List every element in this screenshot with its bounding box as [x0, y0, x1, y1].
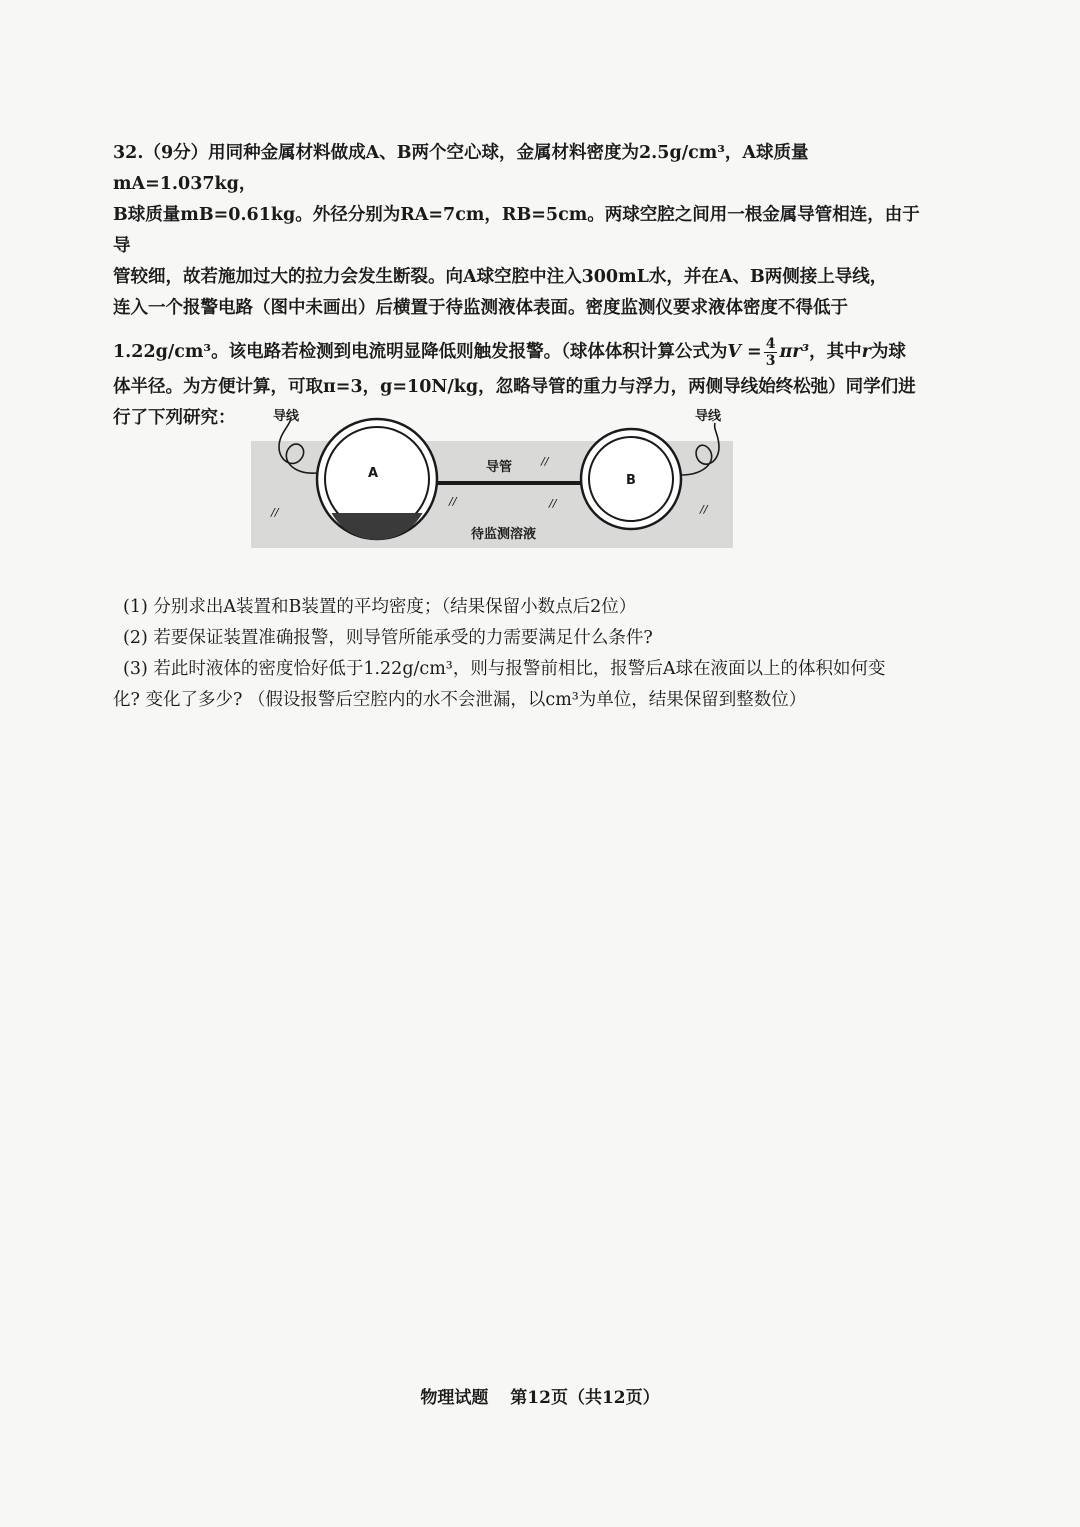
- variable-r: r: [861, 342, 871, 362]
- sub-questions: [113, 592, 923, 716]
- sub-question-1: (1) 分别求出A装置和B装置的平均密度；（结果保留小数点后2位）: [123, 597, 637, 617]
- footer-page-number: 第12页（共12页）: [510, 1388, 660, 1408]
- question-text: 1.22g/cm³。该电路若检测到电流明显降低则触发报警。（球体体积计算公式为: [113, 342, 728, 362]
- question-line-3: 管较细，故若施加过大的拉力会发生断裂。向A球空腔中注入300mL水，并在A、B两侧接上导线，: [113, 267, 888, 287]
- question-line-6: 体半径。为方便计算，可取π=3，g=10N/kg，忽略导管的重力与浮力，两侧导线始终松弛）同学们进: [113, 377, 916, 397]
- page-footer: [0, 1383, 1080, 1408]
- hatch-mark: //: [549, 497, 557, 510]
- label-liquid: 待监测溶液: [471, 527, 537, 542]
- question-text: 为球: [870, 342, 906, 362]
- sub-question-3-continued: 化? 变化了多少? （假设报警后空腔内的水不会泄漏，以cm³为单位，结果保留到整数位）: [113, 690, 807, 710]
- question-line-4: 连入一个报警电路（图中未画出）后横置于待监测液体表面。密度监测仪要求液体密度不得低于: [113, 298, 848, 318]
- question-text: ，其中: [809, 342, 862, 362]
- radius-b: RB=5cm。: [501, 205, 605, 225]
- apparatus-diagram: [251, 403, 733, 550]
- question-text: 用同种金属材料做成A、B两个空心球，金属材料密度为2.5g/cm³，A球质量: [208, 143, 809, 163]
- question-32: [113, 138, 923, 434]
- label-wire-right: 导线: [695, 409, 722, 424]
- formula-v: V =: [727, 342, 762, 362]
- question-text: 外径分别为: [312, 205, 401, 225]
- radius-a: RA=7cm，: [400, 205, 502, 225]
- question-text: 两球空腔之间用一根金属导管相连，由于导: [113, 205, 920, 256]
- fraction-numerator: 4: [765, 336, 776, 352]
- question-line-7: 行了下列研究：: [113, 408, 236, 428]
- footer-subject: 物理试题: [420, 1388, 489, 1408]
- formula-rest: πr³: [779, 342, 810, 362]
- hatch-mark: //: [700, 503, 708, 516]
- label-wire-left: 导线: [273, 409, 300, 424]
- question-number: 32.: [113, 143, 144, 163]
- label-tube: 导管: [486, 460, 513, 475]
- hatch-mark: //: [271, 506, 279, 519]
- mass-b: mB=0.61kg。: [180, 205, 313, 225]
- label-ball-b: B: [626, 473, 636, 488]
- hatch-mark: //: [449, 495, 457, 508]
- hatch-mark: //: [541, 455, 549, 468]
- sub-question-2: (2) 若要保证装置准确报警，则导管所能承受的力需要满足什么条件?: [123, 628, 653, 648]
- question-score: （9分）: [143, 143, 209, 163]
- sub-question-3: (3) 若此时液体的密度恰好低于1.22g/cm³，则与报警前相比，报警后A球在液面以上的体积如何变: [123, 659, 886, 679]
- question-line-2: [113, 200, 923, 262]
- label-ball-a: A: [368, 466, 379, 481]
- question-line-5: [113, 332, 923, 372]
- mass-a: mA=1.037kg，: [113, 174, 257, 194]
- apparatus-figure: [251, 403, 733, 550]
- formula-fraction: [764, 336, 778, 369]
- fraction-denominator: 3: [765, 353, 776, 369]
- question-text: B球质量: [113, 205, 181, 225]
- question-line-1: [113, 138, 923, 200]
